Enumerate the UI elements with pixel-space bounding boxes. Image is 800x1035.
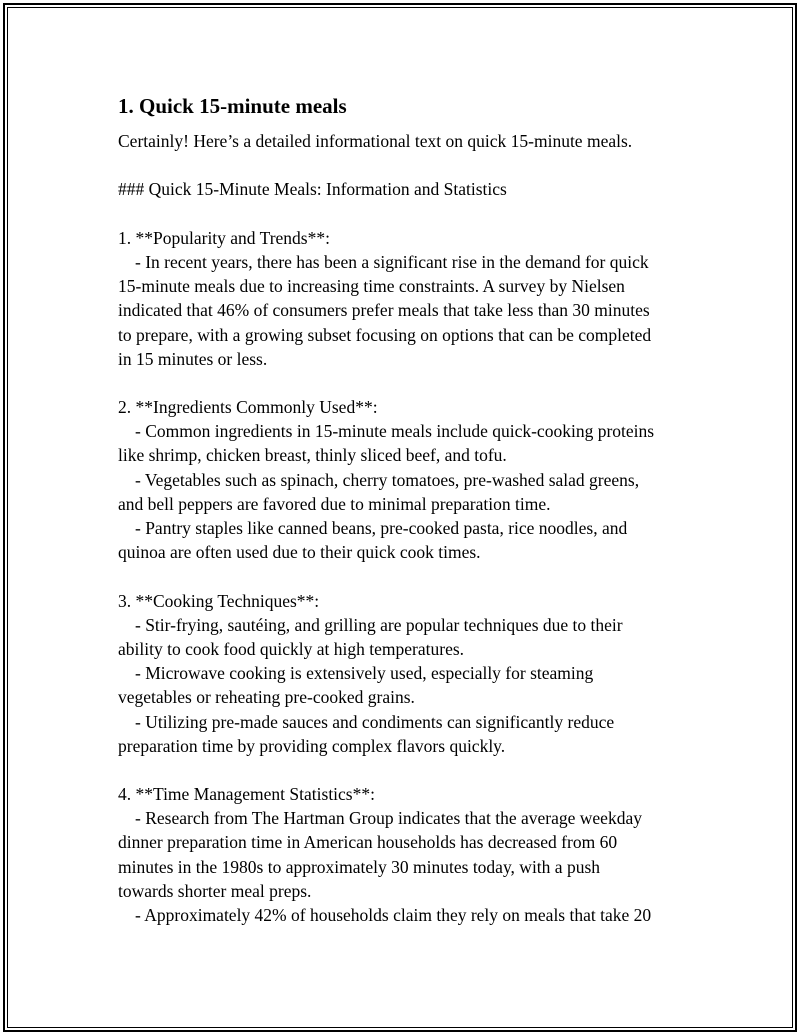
text-line: indicated that 46% of consumers prefer meals that take less than 30 minutes [118,300,650,321]
text-line: 1. **Popularity and Trends**: [118,227,330,248]
text-line: - Approximately 42% of households claim they rely on meals that take 20 [135,905,652,925]
text-line: quinoa are often used due to their quick cook times. [118,542,481,563]
text-line: - Common ingredients in 15-minute meals include quick-cooking proteins [135,421,655,442]
paragraph-lines [118,129,718,927]
section-heading: 1. Quick 15-minute meals [118,94,347,118]
text-line: preparation time by providing complex flavors quickly. [118,735,506,756]
text-line: Certainly! Here’s a detailed informational text on quick 15-minute meals. [118,131,633,151]
text-line: 3. **Cooking Techniques**: [118,590,320,611]
text-line: vegetables or reheating pre-cooked grains. [118,687,415,708]
text-line: - Utilizing pre-made sauces and condiments can significantly reduce [135,711,615,732]
text-line: ### Quick 15-Minute Meals: Information and Statistics [118,179,507,200]
text-line: dinner preparation time in American households has decreased from 60 [118,832,618,853]
text-line: 15-minute meals due to increasing time constraints. A survey by Nielsen [118,276,625,297]
text-line: - In recent years, there has been a significant rise in the demand for quick [135,251,649,272]
text-line: towards shorter meal preps. [118,880,312,901]
text-line: - Research from The Hartman Group indicates that the average weekday [135,808,642,829]
text-line: - Microwave cooking is extensively used, especially for steaming [135,663,594,684]
blank-line [118,371,718,395]
blank-line [118,564,718,588]
text-line: - Pantry staples like canned beans, pre-cooked pasta, rice noodles, and [135,518,628,538]
text-line: 4. **Time Management Statistics**: [118,784,375,805]
blank-line [118,758,718,782]
text-line: like shrimp, chicken breast, thinly sliced beef, and tofu. [118,445,507,466]
text-line: - Vegetables such as spinach, cherry tomatoes, pre-washed salad greens, [135,469,640,490]
text-line: 2. **Ingredients Commonly Used**: [118,397,378,418]
blank-line [118,202,718,226]
blank-line [118,153,718,177]
text-line: - Stir-frying, sautéing, and grilling are popular techniques due to their [135,614,623,635]
text-line: minutes in the 1980s to approximately 30 minutes today, with a push [118,856,601,877]
text-line: ability to cook food quickly at high temperatures. [118,638,465,659]
text-line: in 15 minutes or less. [118,348,268,369]
text-line: and bell peppers are favored due to minimal preparation time. [118,493,551,514]
text-line: to prepare, with a growing subset focusing on options that can be completed [118,324,652,345]
document-body [118,93,718,927]
